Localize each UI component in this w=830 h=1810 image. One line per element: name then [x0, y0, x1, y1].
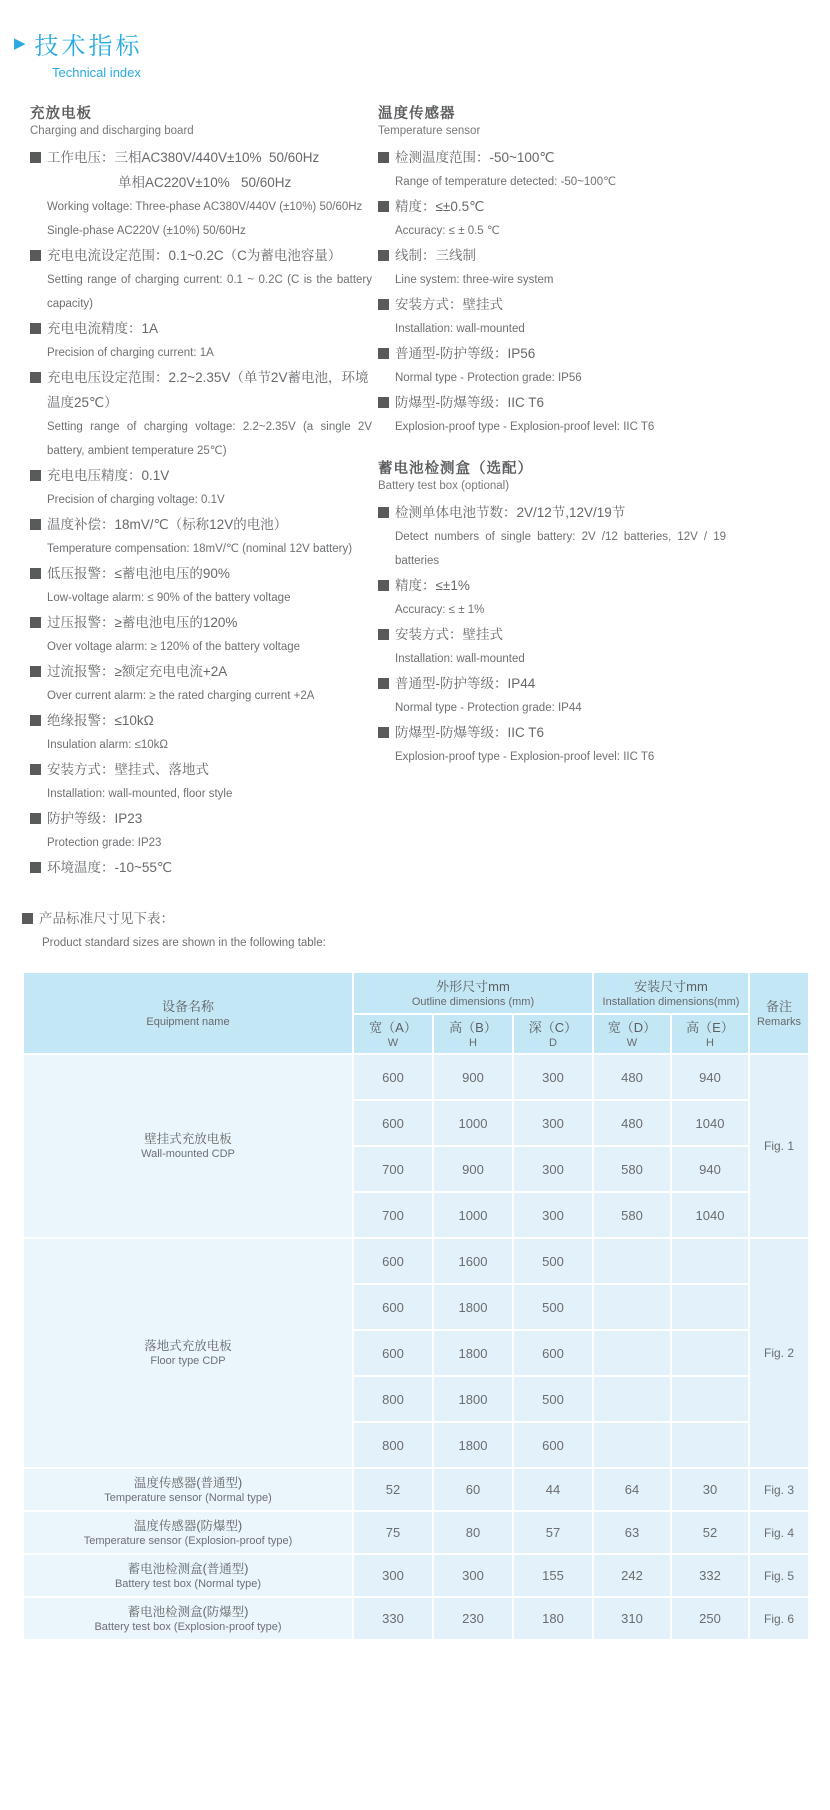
spec-item-en: Precision of charging voltage: 0.1V	[47, 494, 225, 506]
spec-list-battery-test-box	[378, 500, 726, 769]
bullet-square-icon	[378, 250, 389, 261]
section-subtitle: Battery test box (optional)	[378, 480, 510, 492]
dimension-cell: 80	[433, 1511, 513, 1554]
equipment-name-cell: 壁挂式充放电板 Wall-mounted CDP	[23, 1054, 353, 1238]
header-outline-dimensions: 外形尺寸mm Outline dimensions (mm)	[353, 972, 593, 1014]
dimension-cell: 500	[513, 1376, 593, 1422]
size-table-body	[23, 1054, 809, 1640]
dimension-cell: 1800	[433, 1376, 513, 1422]
bullet-square-icon	[30, 519, 41, 530]
dimension-cell: 1000	[433, 1192, 513, 1238]
dimension-cell: 1800	[433, 1330, 513, 1376]
dimension-cell: 52	[671, 1511, 749, 1554]
spec-item-en: Accuracy: ≤ ± 0.5 ℃	[395, 225, 500, 237]
spec-item-zh: 环境温度：-10~55℃	[30, 855, 372, 880]
spec-item-zh: 安装方式：壁挂式、落地式	[30, 757, 372, 782]
dimension-cell: 480	[593, 1100, 671, 1146]
dimension-cell	[593, 1330, 671, 1376]
dimension-cell: 52	[353, 1468, 433, 1511]
table-note	[22, 906, 830, 955]
spec-item-zh: 温度补偿：18mV/℃（标称12V的电池）	[30, 512, 372, 537]
spec-item-zh: 普通型-防护等级：IP56	[378, 341, 726, 366]
spec-item-zh: 充电电流精度：1A	[30, 316, 372, 341]
table-note-zh: 产品标准尺寸见下表：	[22, 906, 830, 931]
table-row	[23, 1468, 809, 1511]
dimension-cell	[593, 1422, 671, 1468]
bullet-square-icon	[30, 323, 41, 334]
bullet-square-icon	[30, 250, 41, 261]
dimension-cell: 250	[671, 1597, 749, 1640]
dimension-cell	[671, 1284, 749, 1330]
dimension-cell: 300	[433, 1554, 513, 1597]
spec-item-zh: 充电电压设定范围：2.2~2.35V（单节2V蓄电池，环境温度25℃）	[30, 365, 372, 415]
header-installation-dimensions: 安装尺寸mm Installation dimensions(mm)	[593, 972, 749, 1014]
bullet-square-icon	[378, 152, 389, 163]
spec-item-zh: 充电电压精度：0.1V	[30, 463, 372, 488]
dimension-cell	[593, 1284, 671, 1330]
spec-item-zh: 防爆型-防爆等级：IIC T6	[378, 390, 726, 415]
product-size-table	[22, 971, 810, 1641]
spec-item-en: Over voltage alarm: ≥ 120% of the battery voltage	[47, 641, 301, 653]
spec-item-zh: 低压报警：≤蓄电池电压的90%	[30, 561, 372, 586]
bullet-square-icon	[378, 299, 389, 310]
header-remarks: 备注 Remarks	[749, 972, 809, 1054]
spec-item-en: Setting range of charging current: 0.1 ~ 0.2C (C is the battery capacity)	[47, 274, 372, 310]
dimension-cell: 600	[353, 1238, 433, 1284]
spec-item-en: Over current alarm: ≥ the rated charging current +2A	[47, 690, 315, 702]
bullet-square-icon	[378, 201, 389, 212]
spec-item-zh: 检测温度范围：-50~100℃	[378, 145, 726, 170]
dimension-cell: 600	[353, 1284, 433, 1330]
bullet-square-icon	[378, 629, 389, 640]
spec-item-en: Installation: wall-mounted	[395, 653, 525, 665]
dimension-cell: 300	[353, 1554, 433, 1597]
dimension-cell: 700	[353, 1192, 433, 1238]
section-title: 充放电板	[30, 106, 92, 122]
dimension-cell: 500	[513, 1284, 593, 1330]
spec-item-zh: 普通型-防护等级：IP44	[378, 671, 726, 696]
dimension-cell: 600	[353, 1054, 433, 1100]
spec-item-en: Explosion-proof type - Explosion-proof level: IIC T6	[395, 421, 655, 433]
dimension-cell: 800	[353, 1376, 433, 1422]
bullet-square-icon	[378, 348, 389, 359]
spec-item-en: Normal type - Protection grade: IP44	[395, 702, 582, 714]
equipment-name-cell: 蓄电池检测盒(普通型) Battery test box (Normal type)	[23, 1554, 353, 1597]
dimension-cell: 580	[593, 1192, 671, 1238]
spec-item-en: Setting range of charging voltage: 2.2~2.35V (a single 2V battery, ambient temperature 25℃)	[47, 421, 372, 457]
remark-cell: Fig. 1	[749, 1054, 809, 1238]
dimension-cell: 300	[513, 1192, 593, 1238]
dimension-cell: 940	[671, 1146, 749, 1192]
header-height-e: 高（E） H	[671, 1014, 749, 1054]
spec-item-en: Detect numbers of single battery: 2V /12 batteries, 12V / 19 batteries	[395, 531, 726, 567]
remark-cell: Fig. 6	[749, 1597, 809, 1640]
spec-list-charging-board	[30, 145, 372, 880]
spec-item-zh: 精度：≤±0.5℃	[378, 194, 726, 219]
bullet-square-icon	[378, 397, 389, 408]
spec-item-zh: 防护等级：IP23	[30, 806, 372, 831]
dimension-cell: 332	[671, 1554, 749, 1597]
bullet-square-icon	[378, 727, 389, 738]
spec-item-zh: 过压报警：≥蓄电池电压的120%	[30, 610, 372, 635]
bullet-square-icon	[30, 372, 41, 383]
table-row	[23, 1554, 809, 1597]
bullet-square-icon	[30, 470, 41, 481]
section-subtitle: Charging and discharging board	[30, 125, 194, 137]
dimension-cell: 1000	[433, 1100, 513, 1146]
table-row	[23, 1054, 809, 1100]
dimension-cell: 300	[513, 1100, 593, 1146]
bullet-square-icon	[30, 152, 41, 163]
table-row	[23, 1597, 809, 1640]
bullet-square-icon	[30, 666, 41, 677]
table-note-en: Product standard sizes are shown in the following table:	[42, 937, 326, 949]
page-subtitle: Technical index	[52, 65, 141, 80]
bullet-square-icon	[30, 862, 41, 873]
size-table-header	[23, 972, 809, 1054]
spec-item-zh: 安装方式：壁挂式	[378, 622, 726, 647]
spec-item-en: Insulation alarm: ≤10kΩ	[47, 739, 169, 751]
spec-item-zh: 单相AC220V±10% 50/60Hz	[118, 175, 292, 190]
dimension-cell: 600	[513, 1330, 593, 1376]
spec-item-en: Range of temperature detected: -50~100℃	[395, 176, 617, 188]
dimension-cell: 310	[593, 1597, 671, 1640]
bullet-square-icon	[22, 913, 33, 924]
left-column	[30, 102, 372, 880]
dimension-cell: 580	[593, 1146, 671, 1192]
table-row	[23, 1511, 809, 1554]
dimension-cell: 300	[513, 1054, 593, 1100]
equipment-name-cell: 蓄电池检测盒(防爆型) Battery test box (Explosion-proof type)	[23, 1597, 353, 1640]
spec-item-en: Precision of charging current: 1A	[47, 347, 214, 359]
spec-columns	[0, 102, 830, 880]
equipment-name-cell: 落地式充放电板 Floor type CDP	[23, 1238, 353, 1468]
dimension-cell: 600	[353, 1330, 433, 1376]
dimension-cell: 44	[513, 1468, 593, 1511]
spec-item-en: Normal type - Protection grade: IP56	[395, 372, 582, 384]
dimension-cell: 1600	[433, 1238, 513, 1284]
dimension-cell	[671, 1422, 749, 1468]
spec-item-en: Installation: wall-mounted	[395, 323, 525, 335]
spec-item-en: Line system: three-wire system	[395, 274, 554, 286]
dimension-cell: 1800	[433, 1422, 513, 1468]
dimension-cell: 700	[353, 1146, 433, 1192]
dimension-cell: 30	[671, 1468, 749, 1511]
dimension-cell: 63	[593, 1511, 671, 1554]
dimension-cell: 800	[353, 1422, 433, 1468]
dimension-cell	[671, 1238, 749, 1284]
page-header	[0, 26, 830, 80]
header-height-b: 高（B） H	[433, 1014, 513, 1054]
dimension-cell: 1040	[671, 1100, 749, 1146]
spec-item-en: Low-voltage alarm: ≤ 90% of the battery voltage	[47, 592, 291, 604]
bullet-square-icon	[30, 617, 41, 628]
bullet-square-icon	[30, 813, 41, 824]
dimension-cell: 940	[671, 1054, 749, 1100]
spec-item-en: Protection grade: IP23	[47, 837, 162, 849]
bullet-square-icon	[30, 764, 41, 775]
spec-item-en: Single-phase AC220V (±10%) 50/60Hz	[47, 225, 246, 237]
dimension-cell	[671, 1330, 749, 1376]
spec-item-en: Installation: wall-mounted, floor style	[47, 788, 233, 800]
dimension-cell: 500	[513, 1238, 593, 1284]
dimension-cell	[593, 1238, 671, 1284]
header-width-a: 宽（A） W	[353, 1014, 433, 1054]
dimension-cell: 900	[433, 1146, 513, 1192]
dimension-cell: 600	[353, 1100, 433, 1146]
table-row	[23, 1238, 809, 1284]
arrow-right-icon: ▶	[14, 35, 26, 52]
dimension-cell: 242	[593, 1554, 671, 1597]
dimension-cell: 900	[433, 1054, 513, 1100]
dimension-cell: 230	[433, 1597, 513, 1640]
section-subtitle: Temperature sensor	[378, 125, 481, 137]
dimension-cell	[671, 1376, 749, 1422]
remark-cell: Fig. 2	[749, 1238, 809, 1468]
remark-cell: Fig. 5	[749, 1554, 809, 1597]
bullet-square-icon	[30, 568, 41, 579]
header-width-d: 宽（D） W	[593, 1014, 671, 1054]
spec-item-en: Temperature compensation: 18mV/℃ (nominal 12V battery)	[47, 543, 353, 555]
dimension-cell: 1040	[671, 1192, 749, 1238]
spec-item-zh: 线制：三线制	[378, 243, 726, 268]
bullet-square-icon	[30, 715, 41, 726]
dimension-cell: 155	[513, 1554, 593, 1597]
dimension-cell: 330	[353, 1597, 433, 1640]
right-column	[378, 102, 726, 880]
equipment-name-cell: 温度传感器(普通型) Temperature sensor (Normal type)	[23, 1468, 353, 1511]
dimension-cell: 180	[513, 1597, 593, 1640]
bullet-square-icon	[378, 507, 389, 518]
spec-item-en: Explosion-proof type - Explosion-proof level: IIC T6	[395, 751, 655, 763]
spec-item-zh: 精度：≤±1%	[378, 573, 726, 598]
spec-item-zh: 检测单体电池节数：2V/12节,12V/19节	[378, 500, 726, 525]
bullet-square-icon	[378, 580, 389, 591]
dimension-cell: 300	[513, 1146, 593, 1192]
dimension-cell: 57	[513, 1511, 593, 1554]
spec-item-zh: 过流报警：≥额定充电电流+2A	[30, 659, 372, 684]
dimension-cell: 60	[433, 1468, 513, 1511]
bullet-square-icon	[378, 678, 389, 689]
equipment-name-cell: 温度传感器(防爆型) Temperature sensor (Explosion-proof type)	[23, 1511, 353, 1554]
dimension-cell: 75	[353, 1511, 433, 1554]
spec-item-zh: 充电电流设定范围：0.1~0.2C（C为蓄电池容量）	[30, 243, 372, 268]
section-title: 蓄电池检测盒（选配）	[378, 461, 533, 477]
header-depth-c: 深（C） D	[513, 1014, 593, 1054]
spec-list-temperature-sensor	[378, 145, 726, 439]
spec-item-zh: 绝缘报警：≤10kΩ	[30, 708, 372, 733]
spec-item-zh: 工作电压：三相AC380V/440V±10% 50/60Hz	[30, 145, 372, 170]
section-title: 温度传感器	[378, 106, 456, 122]
remark-cell: Fig. 4	[749, 1511, 809, 1554]
dimension-cell: 1800	[433, 1284, 513, 1330]
spec-item-zh: 安装方式：壁挂式	[378, 292, 726, 317]
header-equipment-name: 设备名称 Equipment name	[23, 972, 353, 1054]
spec-item-en: Working voltage: Three-phase AC380V/440V (±10%) 50/60Hz	[47, 201, 363, 213]
section-battery-test-box	[378, 457, 726, 769]
remark-cell: Fig. 3	[749, 1468, 809, 1511]
dimension-cell: 480	[593, 1054, 671, 1100]
dimension-cell: 64	[593, 1468, 671, 1511]
spec-item-en: Accuracy: ≤ ± 1%	[395, 604, 485, 616]
page-title: 技术指标	[34, 33, 143, 60]
dimension-cell: 600	[513, 1422, 593, 1468]
section-temperature-sensor	[378, 102, 726, 439]
dimension-cell	[593, 1376, 671, 1422]
spec-item-zh: 防爆型-防爆等级：IIC T6	[378, 720, 726, 745]
